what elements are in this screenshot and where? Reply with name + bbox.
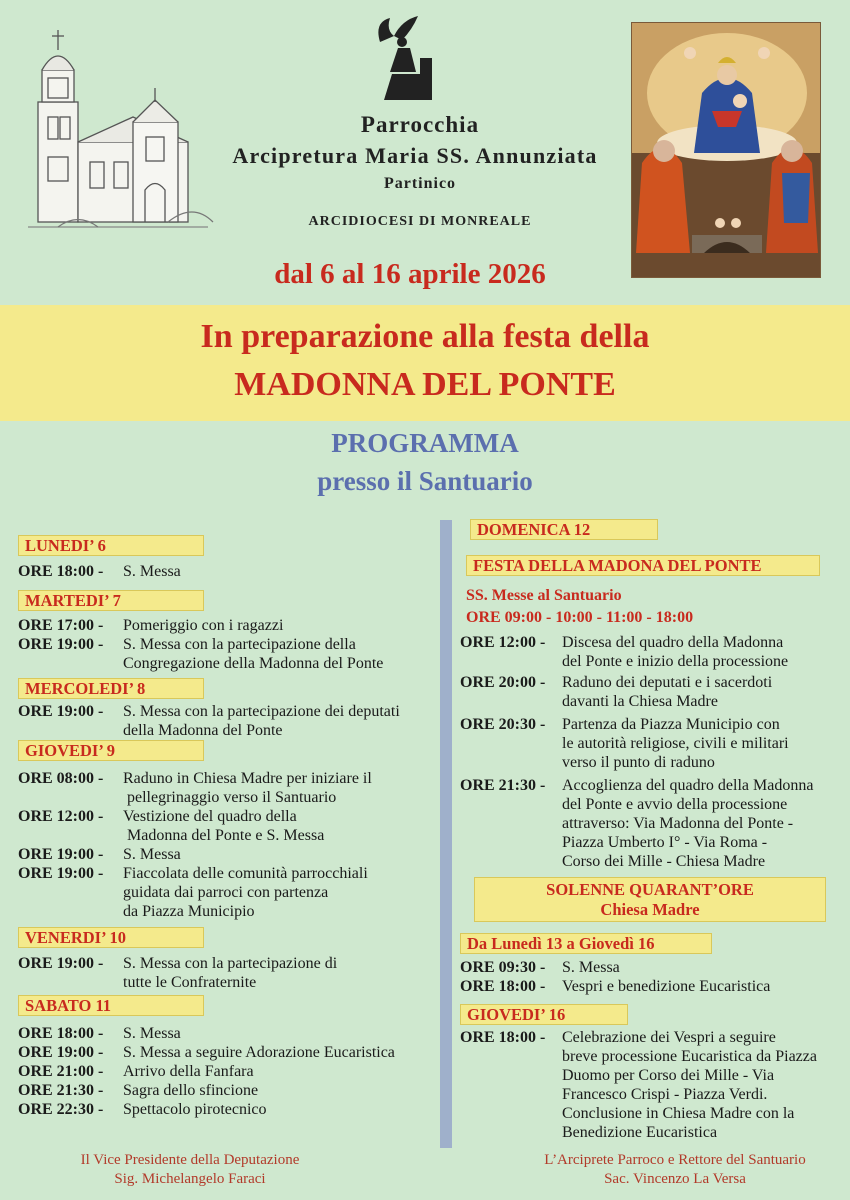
time	[460, 1104, 562, 1123]
time: ORE 20:30 -	[460, 716, 546, 733]
time	[460, 1047, 562, 1066]
time: ORE 08:00 -	[18, 770, 104, 787]
time	[460, 734, 562, 753]
schedule-row	[460, 1047, 817, 1066]
schedule-row	[18, 788, 372, 807]
schedule-row	[460, 1085, 817, 1104]
schedule-row	[18, 954, 337, 973]
schedule-row	[18, 1024, 395, 1043]
schedule-row	[460, 633, 813, 652]
schedule-row	[460, 776, 813, 795]
time: ORE 17:00 -	[18, 617, 104, 634]
time: ORE 19:00 -	[18, 1044, 104, 1061]
festa-header: FESTA DELLA MADONA DEL PONTE	[466, 555, 820, 576]
schedule-row	[460, 852, 813, 871]
time	[460, 1085, 562, 1104]
time: ORE 19:00 -	[18, 865, 104, 882]
desc: Raduno in Chiesa Madre per iniziare il	[123, 770, 372, 787]
time	[18, 654, 123, 673]
schedule-row	[18, 769, 372, 788]
schedule-domenica	[460, 633, 813, 871]
vice-president-role: Il Vice Presidente della Deputazione	[80, 1152, 300, 1168]
time	[18, 826, 123, 845]
schedule-row	[460, 1104, 817, 1123]
desc: della Madonna del Ponte	[123, 722, 283, 739]
day-header-domenica: DOMENICA 12	[470, 519, 658, 540]
desc: Sagra dello sfincione	[123, 1082, 259, 1099]
desc: da Piazza Municipio	[123, 903, 255, 920]
time: ORE 19:00 -	[18, 703, 104, 720]
day-header-giovedi-16: GIOVEDI’ 16	[460, 1004, 628, 1025]
quarantore-title: SOLENNE QUARANT’ORE	[546, 880, 754, 899]
schedule-row	[18, 1100, 395, 1119]
schedule-row	[18, 562, 181, 581]
time: ORE 21:00 -	[18, 1063, 104, 1080]
time: ORE 12:00 -	[460, 634, 546, 651]
desc: attraverso: Via Madonna del Ponte -	[562, 815, 794, 832]
footer-left	[40, 1151, 340, 1189]
time: ORE 21:30 -	[18, 1082, 104, 1099]
desc: S. Messa	[123, 563, 181, 580]
schedule-row	[18, 721, 400, 740]
time	[18, 721, 123, 740]
desc: Congregazione della Madonna del Ponte	[123, 655, 384, 672]
parish-name: Arcipretura Maria SS. Annunziata	[232, 143, 598, 168]
schedule-row	[18, 1081, 395, 1100]
desc: Pomeriggio con i ragazzi	[123, 617, 284, 634]
schedule-lunedi	[18, 562, 181, 581]
desc: Piazza Umberto I° - Via Roma -	[562, 834, 768, 851]
schedule-row	[460, 1028, 817, 1047]
schedule-sabato	[18, 1024, 395, 1119]
desc: guidata dai parroci con partenza	[123, 884, 329, 901]
time: ORE 18:00 -	[18, 563, 104, 580]
schedule-row	[460, 692, 813, 711]
quarantore-subtitle: Chiesa Madre	[600, 900, 700, 919]
schedule-row	[460, 753, 813, 772]
time: ORE 18:00 -	[460, 978, 546, 995]
time	[460, 852, 562, 871]
schedule-row	[18, 635, 383, 654]
schedule-row	[460, 715, 813, 734]
time: ORE 20:00 -	[460, 674, 546, 691]
schedule-row	[460, 814, 813, 833]
column-divider	[440, 520, 452, 1148]
banner-line-2: MADONNA DEL PONTE	[234, 366, 616, 403]
desc: verso il punto di raduno	[562, 754, 715, 771]
schedule-row	[460, 1066, 817, 1085]
desc: S. Messa	[562, 959, 620, 976]
messe-label: SS. Messe al Santuario	[466, 587, 622, 604]
schedule-row	[18, 883, 372, 902]
desc: tutte le Confraternite	[123, 974, 257, 991]
schedule-row	[460, 977, 770, 996]
archpriest-role: L’Arciprete Parroco e Rettore del Santuario	[544, 1152, 806, 1168]
desc: del Ponte e avvio della processione	[562, 796, 788, 813]
archpriest-name: Sac. Vincenzo La Versa	[604, 1171, 746, 1187]
time: ORE 18:00 -	[18, 1025, 104, 1042]
desc: Duomo per Corso dei Mille - Via	[562, 1067, 775, 1084]
schedule-row	[460, 1123, 817, 1142]
time	[18, 973, 123, 992]
schedule-row	[18, 702, 400, 721]
desc: S. Messa a seguire Adorazione Eucaristica	[123, 1044, 395, 1061]
time	[460, 692, 562, 711]
vice-president-name: Sig. Michelangelo Faraci	[114, 1171, 266, 1187]
desc: pellegrinaggio verso il Santuario	[127, 789, 337, 806]
time	[18, 788, 123, 807]
desc: Partenza da Piazza Municipio con	[562, 716, 780, 733]
schedule-row	[460, 652, 813, 671]
schedule-row	[460, 795, 813, 814]
time: ORE 12:00 -	[18, 808, 104, 825]
schedule-row	[460, 734, 813, 753]
desc: Vestizione del quadro della	[123, 808, 297, 825]
desc: Benedizione Eucaristica	[562, 1124, 718, 1141]
desc: Arrivo della Fanfara	[123, 1063, 254, 1080]
time: ORE 18:00 -	[460, 1029, 546, 1046]
time	[460, 1123, 562, 1142]
day-header-venerdi: VENERDI’ 10	[18, 927, 204, 948]
madonna-del-ponte-painting	[631, 22, 821, 278]
desc: Conclusione in Chiesa Madre con la	[562, 1105, 795, 1122]
time: ORE 19:00 -	[18, 636, 104, 653]
programma-subtitle: presso il Santuario	[317, 466, 533, 496]
desc: Discesa del quadro della Madonna	[562, 634, 784, 651]
time: ORE 19:00 -	[18, 955, 104, 972]
schedule-row	[18, 826, 372, 845]
desc: S. Messa	[123, 1025, 181, 1042]
diocese-name: ARCIDIOCESI DI MONREALE	[308, 214, 532, 229]
day-header-martedi: MARTEDI’ 7	[18, 590, 204, 611]
schedule-row	[18, 654, 383, 673]
desc: Accoglienza del quadro della Madonna	[562, 777, 814, 794]
schedule-lunedi-giovedi	[460, 958, 770, 996]
time	[460, 814, 562, 833]
desc: Spettacolo pirotecnico	[123, 1101, 267, 1118]
desc: Fiaccolata delle comunità parrocchiali	[123, 865, 368, 882]
desc: Vespri e benedizione Eucaristica	[562, 978, 771, 995]
schedule-row	[18, 864, 372, 883]
desc: S. Messa	[123, 846, 181, 863]
desc: davanti la Chiesa Madre	[562, 693, 718, 710]
day-header-giovedi-9: GIOVEDI’ 9	[18, 740, 204, 761]
time: ORE 09:30 -	[460, 959, 546, 976]
time	[460, 795, 562, 814]
desc: breve processione Eucaristica da Piazza	[562, 1048, 817, 1065]
schedule-row	[460, 673, 813, 692]
schedule-giovedi-16	[460, 1028, 817, 1142]
desc: S. Messa con la partecipazione della	[123, 636, 356, 653]
banner-line-1: In preparazione alla festa della	[200, 318, 650, 355]
time	[460, 652, 562, 671]
time	[18, 883, 123, 902]
desc: Madonna del Ponte e S. Messa	[127, 827, 325, 844]
schedule-row	[18, 845, 372, 864]
programma-title: PROGRAMMA	[331, 428, 519, 458]
schedule-row	[460, 958, 770, 977]
footer-right	[505, 1151, 845, 1189]
parish-label: Parrocchia	[360, 112, 480, 137]
town-name: Partinico	[383, 175, 457, 192]
time: ORE 19:00 -	[18, 846, 104, 863]
schedule-row	[18, 973, 337, 992]
schedule-row	[18, 807, 372, 826]
desc: Francesco Crispi - Piazza Verdi.	[562, 1086, 768, 1103]
schedule-row	[18, 902, 372, 921]
day-header-sabato: SABATO 11	[18, 995, 204, 1016]
time	[460, 1066, 562, 1085]
schedule-row	[18, 616, 383, 635]
desc: Celebrazione dei Vespri a seguire	[562, 1029, 776, 1046]
time: ORE 22:30 -	[18, 1101, 104, 1118]
desc: S. Messa con la partecipazione dei deputati	[123, 703, 400, 720]
church-drawing	[18, 22, 218, 232]
day-header-lunedi: LUNEDI’ 6	[18, 535, 204, 556]
day-header-lunedi-giovedi: Da Lunedì 13 a Giovedì 16	[460, 933, 712, 954]
messe-times: ORE 09:00 - 10:00 - 11:00 - 18:00	[466, 609, 694, 626]
day-header-mercoledi: MERCOLEDI’ 8	[18, 678, 204, 699]
desc: Corso dei Mille - Chiesa Madre	[562, 853, 766, 870]
schedule-row	[18, 1062, 395, 1081]
schedule-row	[460, 833, 813, 852]
schedule-row	[18, 1043, 395, 1062]
event-dates: dal 6 al 16 aprile 2026	[274, 258, 546, 290]
schedule-martedi	[18, 616, 383, 673]
desc: Raduno dei deputati e i sacerdoti	[562, 674, 773, 691]
schedule-venerdi	[18, 954, 337, 992]
time	[460, 753, 562, 772]
quarantore-box	[474, 877, 826, 922]
schedule-giovedi-9	[18, 769, 372, 921]
time	[460, 833, 562, 852]
desc: S. Messa con la partecipazione di	[123, 955, 338, 972]
angel-emblem	[372, 12, 436, 104]
desc: le autorità religiose, civili e militari	[562, 735, 789, 752]
time	[18, 902, 123, 921]
desc: del Ponte e inizio della processione	[562, 653, 789, 670]
schedule-mercoledi	[18, 702, 400, 740]
time: ORE 21:30 -	[460, 777, 546, 794]
